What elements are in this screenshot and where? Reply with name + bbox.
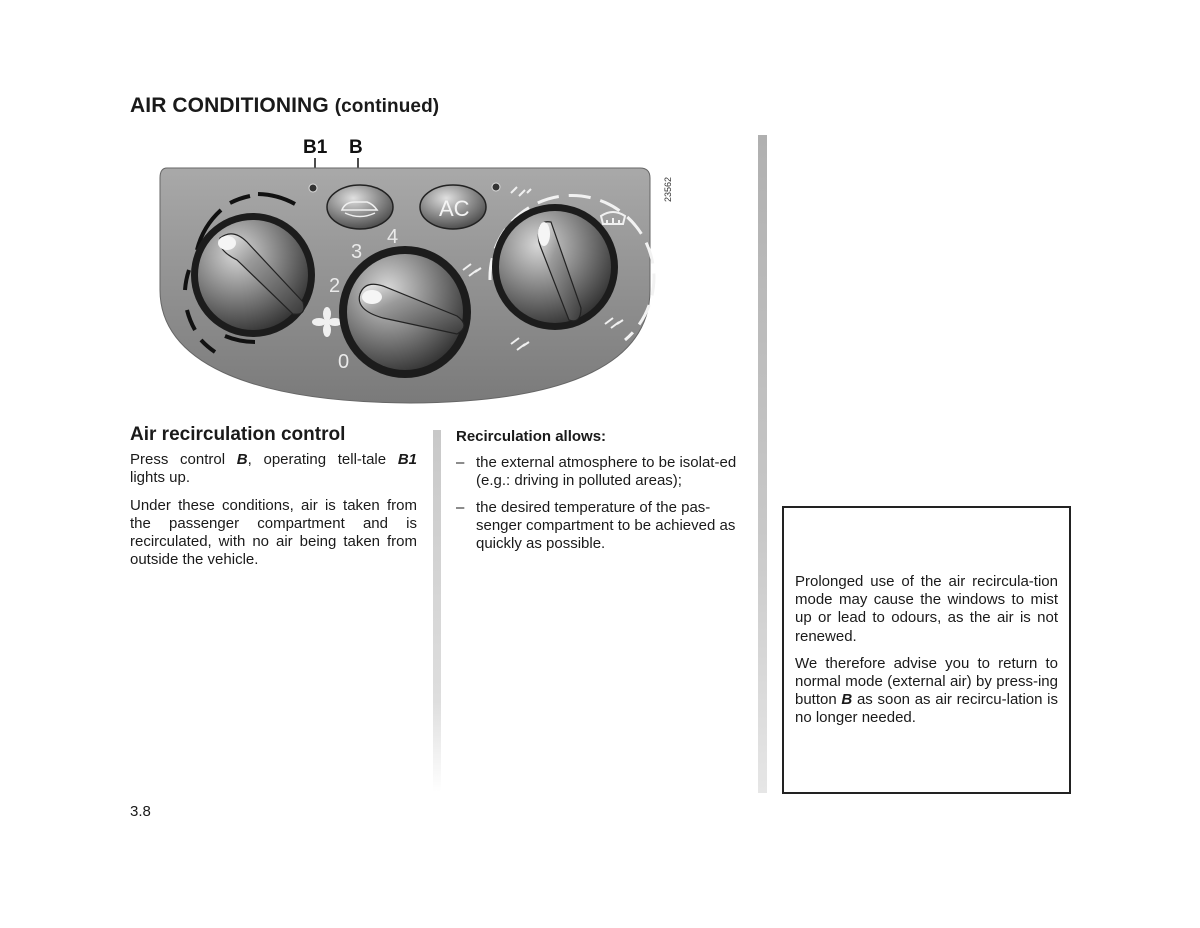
list-item-text: the external atmosphere to be isolat-ed (e.g.: driving in polluted areas); [476, 454, 737, 490]
list-heading: Recirculation allows: [456, 428, 607, 445]
air-recirculation-section [130, 426, 417, 578]
fan-speed-3: 3 [351, 241, 363, 263]
para1-text-a: Press control [130, 451, 237, 469]
list-item-text: the desired temperature of the pas-senger compartment to be achieved as quickly as possible. [476, 498, 736, 553]
para1-text-e: lights up. [130, 469, 191, 487]
title-main: AIR CONDITIONING [130, 94, 329, 117]
warning-text [795, 573, 1058, 737]
fan-speed-0: 0 [338, 351, 350, 373]
ac-button-label: AC [439, 196, 470, 221]
dash-bullet: – [456, 498, 465, 516]
warning-text-c: as soon as air recircu-lation is no longer needed. [795, 691, 1058, 727]
page-title [130, 94, 439, 118]
ac-tell-tale [492, 183, 500, 191]
recirculation-button-b[interactable] [327, 185, 393, 229]
para1-text-c: , operating tell-tale [247, 451, 398, 469]
para1-ref-b1: B1 [397, 451, 417, 469]
dash-bullet: – [456, 454, 465, 472]
section-heading: Air recirculation control [130, 424, 346, 445]
list-item [456, 499, 744, 554]
para1-ref-b: B [236, 451, 248, 469]
callout-b1-label: B1 [303, 137, 328, 158]
warning-box [782, 506, 1071, 794]
column-divider-right [758, 135, 767, 793]
warning-ref-b: B [841, 691, 853, 709]
recirculation-allows-section [456, 428, 744, 561]
paragraph-press-control [130, 451, 417, 487]
ac-button[interactable] [420, 185, 486, 229]
air-distribution-knob[interactable] [191, 213, 315, 337]
list-item [456, 454, 744, 490]
warning-text-a: We therefore advise you to return to normal mode (external air) by press-ing button [795, 654, 1058, 709]
warning-paragraph-2 [795, 655, 1058, 728]
heating-control-panel-figure [155, 130, 673, 410]
warning-paragraph-1: Prolonged use of the air recircula-tion mode may cause the windows to mist up or lead to odours, as the air is not renewed. [795, 573, 1058, 645]
page-number: 3.8 [130, 803, 151, 820]
fan-speed-2: 2 [329, 275, 341, 297]
tell-tale-b1 [309, 184, 317, 192]
paragraph-conditions: Under these conditions, air is taken from the passenger compartment and is recirculated, with no air being taken from outside the vehicle. [130, 496, 417, 569]
column-divider-left [433, 430, 441, 792]
title-suffix: (continued) [334, 96, 440, 117]
callout-b-label: B [349, 137, 363, 158]
fan-speed-knob[interactable] [339, 246, 471, 378]
fan-speed-4: 4 [387, 226, 399, 248]
figure-ref-number: 23562 [663, 176, 673, 202]
temperature-knob[interactable] [492, 204, 618, 330]
